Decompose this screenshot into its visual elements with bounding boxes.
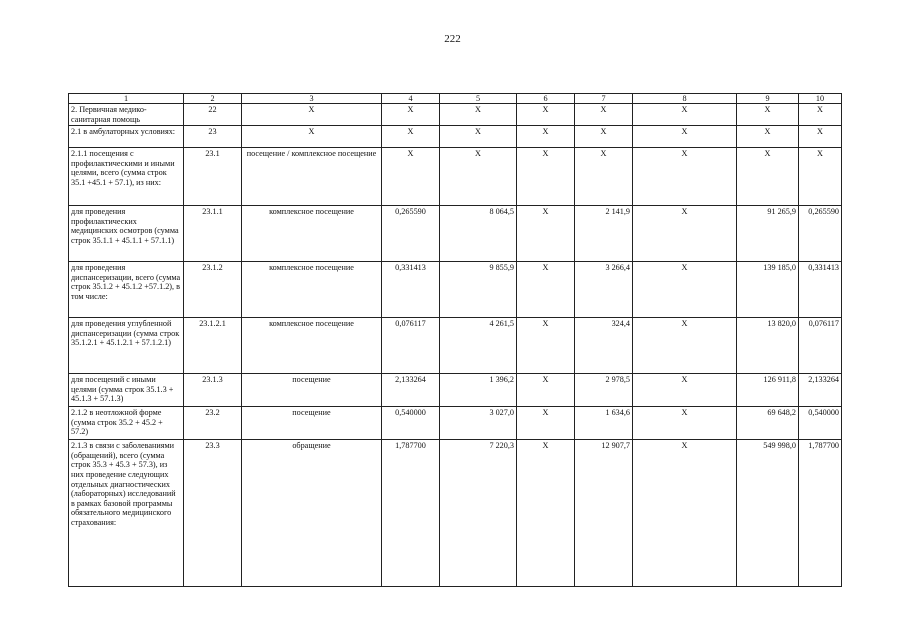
value-cell: 2,133264: [799, 374, 842, 407]
value-cell: 139 185,0: [737, 262, 799, 318]
value-cell: 3 027,0: [440, 407, 517, 440]
unit-cell: обращение: [242, 440, 382, 587]
header-cell: 3: [242, 94, 382, 104]
row-label: 2.1.1 посещения с профилактическими и иными целями, всего (сумма строк 35.1 +45.1 + 57.1), из них:: [69, 148, 184, 206]
value-cell: Х: [575, 126, 633, 148]
value-cell: 0,540000: [799, 407, 842, 440]
row-label: 2.1 в амбулаторных условиях:: [69, 126, 184, 148]
value-cell: Х: [517, 104, 575, 126]
value-cell: Х: [382, 148, 440, 206]
value-cell: 2 141,9: [575, 206, 633, 262]
value-cell: Х: [517, 440, 575, 587]
table-row: [69, 440, 842, 587]
row-code: 23.1.2: [184, 262, 242, 318]
row-code: 23.3: [184, 440, 242, 587]
row-code: 23: [184, 126, 242, 148]
value-cell: 13 820,0: [737, 318, 799, 374]
value-cell: 2,133264: [382, 374, 440, 407]
value-cell: Х: [517, 374, 575, 407]
value-cell: Х: [440, 148, 517, 206]
value-cell: Х: [517, 126, 575, 148]
value-cell: 1 396,2: [440, 374, 517, 407]
value-cell: Х: [575, 148, 633, 206]
table-row: [69, 206, 842, 262]
value-cell: 0,331413: [799, 262, 842, 318]
unit-cell: Х: [242, 126, 382, 148]
value-cell: 0,331413: [382, 262, 440, 318]
row-label: 2.1.2 в неотложной форме (сумма строк 35.2 + 45.2 + 57.2): [69, 407, 184, 440]
header-cell: 9: [737, 94, 799, 104]
value-cell: Х: [517, 262, 575, 318]
value-cell: 7 220,3: [440, 440, 517, 587]
header-cell: 6: [517, 94, 575, 104]
table-row: [69, 374, 842, 407]
value-cell: 1,787700: [382, 440, 440, 587]
value-cell: 0,265590: [799, 206, 842, 262]
value-cell: 9 855,9: [440, 262, 517, 318]
unit-cell: комплексное посещение: [242, 206, 382, 262]
value-cell: 4 261,5: [440, 318, 517, 374]
table-row: [69, 104, 842, 126]
value-cell: 3 266,4: [575, 262, 633, 318]
value-cell: Х: [440, 126, 517, 148]
value-cell: Х: [633, 206, 737, 262]
value-cell: Х: [737, 126, 799, 148]
value-cell: Х: [517, 318, 575, 374]
row-label: 2.1.3 в связи с заболеваниями (обращений), всего (сумма строк 35.3 + 45.3 + 57.3), из них проведение следующих отдельных диагностических (лабораторных) исследований в рамках базовой программы обязательного медицинского страхования:: [69, 440, 184, 587]
table-row: [69, 318, 842, 374]
value-cell: Х: [737, 148, 799, 206]
unit-cell: комплексное посещение: [242, 318, 382, 374]
row-label: для проведения профилактических медицинских осмотров (сумма строк 35.1.1 + 45.1.1 + 57.1.1): [69, 206, 184, 262]
value-cell: 12 907,7: [575, 440, 633, 587]
value-cell: Х: [633, 407, 737, 440]
table-row: [69, 148, 842, 206]
row-code: 23.2: [184, 407, 242, 440]
value-cell: 2 978,5: [575, 374, 633, 407]
value-cell: Х: [440, 104, 517, 126]
value-cell: Х: [633, 374, 737, 407]
value-cell: 549 998,0: [737, 440, 799, 587]
unit-cell: посещение: [242, 374, 382, 407]
table-row: [69, 262, 842, 318]
value-cell: Х: [517, 407, 575, 440]
value-cell: Х: [633, 318, 737, 374]
unit-cell: посещение / комплексное посещение: [242, 148, 382, 206]
value-cell: Х: [517, 206, 575, 262]
value-cell: Х: [575, 104, 633, 126]
value-cell: Х: [633, 440, 737, 587]
row-label: для проведения диспансеризации, всего (сумма строк 35.1.2 + 45.1.2 +57.1.2), в том числе:: [69, 262, 184, 318]
value-cell: 126 911,8: [737, 374, 799, 407]
value-cell: Х: [382, 126, 440, 148]
header-cell: 10: [799, 94, 842, 104]
value-cell: Х: [737, 104, 799, 126]
value-cell: 91 265,9: [737, 206, 799, 262]
value-cell: 1,787700: [799, 440, 842, 587]
table-header-row: [69, 94, 842, 104]
value-cell: 8 064,5: [440, 206, 517, 262]
header-cell: 5: [440, 94, 517, 104]
header-cell: 4: [382, 94, 440, 104]
value-cell: Х: [517, 148, 575, 206]
value-cell: 1 634,6: [575, 407, 633, 440]
header-cell: 1: [69, 94, 184, 104]
value-cell: 69 648,2: [737, 407, 799, 440]
value-cell: Х: [382, 104, 440, 126]
row-label: для посещений с иными целями (сумма строк 35.1.3 + 45.1.3 + 57.1.3): [69, 374, 184, 407]
value-cell: 0,076117: [382, 318, 440, 374]
unit-cell: Х: [242, 104, 382, 126]
row-code: 23.1.1: [184, 206, 242, 262]
value-cell: Х: [633, 148, 737, 206]
unit-cell: комплексное посещение: [242, 262, 382, 318]
value-cell: Х: [799, 148, 842, 206]
unit-cell: посещение: [242, 407, 382, 440]
table-row: [69, 407, 842, 440]
data-table: [68, 93, 842, 587]
value-cell: Х: [633, 126, 737, 148]
value-cell: 0,540000: [382, 407, 440, 440]
value-cell: Х: [799, 104, 842, 126]
page-number: 222: [444, 33, 461, 45]
table-row: [69, 126, 842, 148]
value-cell: 0,265590: [382, 206, 440, 262]
header-cell: 8: [633, 94, 737, 104]
value-cell: Х: [799, 126, 842, 148]
value-cell: 0,076117: [799, 318, 842, 374]
header-cell: 2: [184, 94, 242, 104]
row-label: 2. Первичная медико-санитарная помощь: [69, 104, 184, 126]
header-cell: 7: [575, 94, 633, 104]
value-cell: Х: [633, 262, 737, 318]
value-cell: Х: [633, 104, 737, 126]
row-code: 23.1.2.1: [184, 318, 242, 374]
row-code: 23.1: [184, 148, 242, 206]
row-code: 22: [184, 104, 242, 126]
value-cell: 324,4: [575, 318, 633, 374]
row-code: 23.1.3: [184, 374, 242, 407]
row-label: для проведения углубленной диспансеризации (сумма строк 35.1.2.1 + 45.1.2.1 + 57.1.2.1): [69, 318, 184, 374]
